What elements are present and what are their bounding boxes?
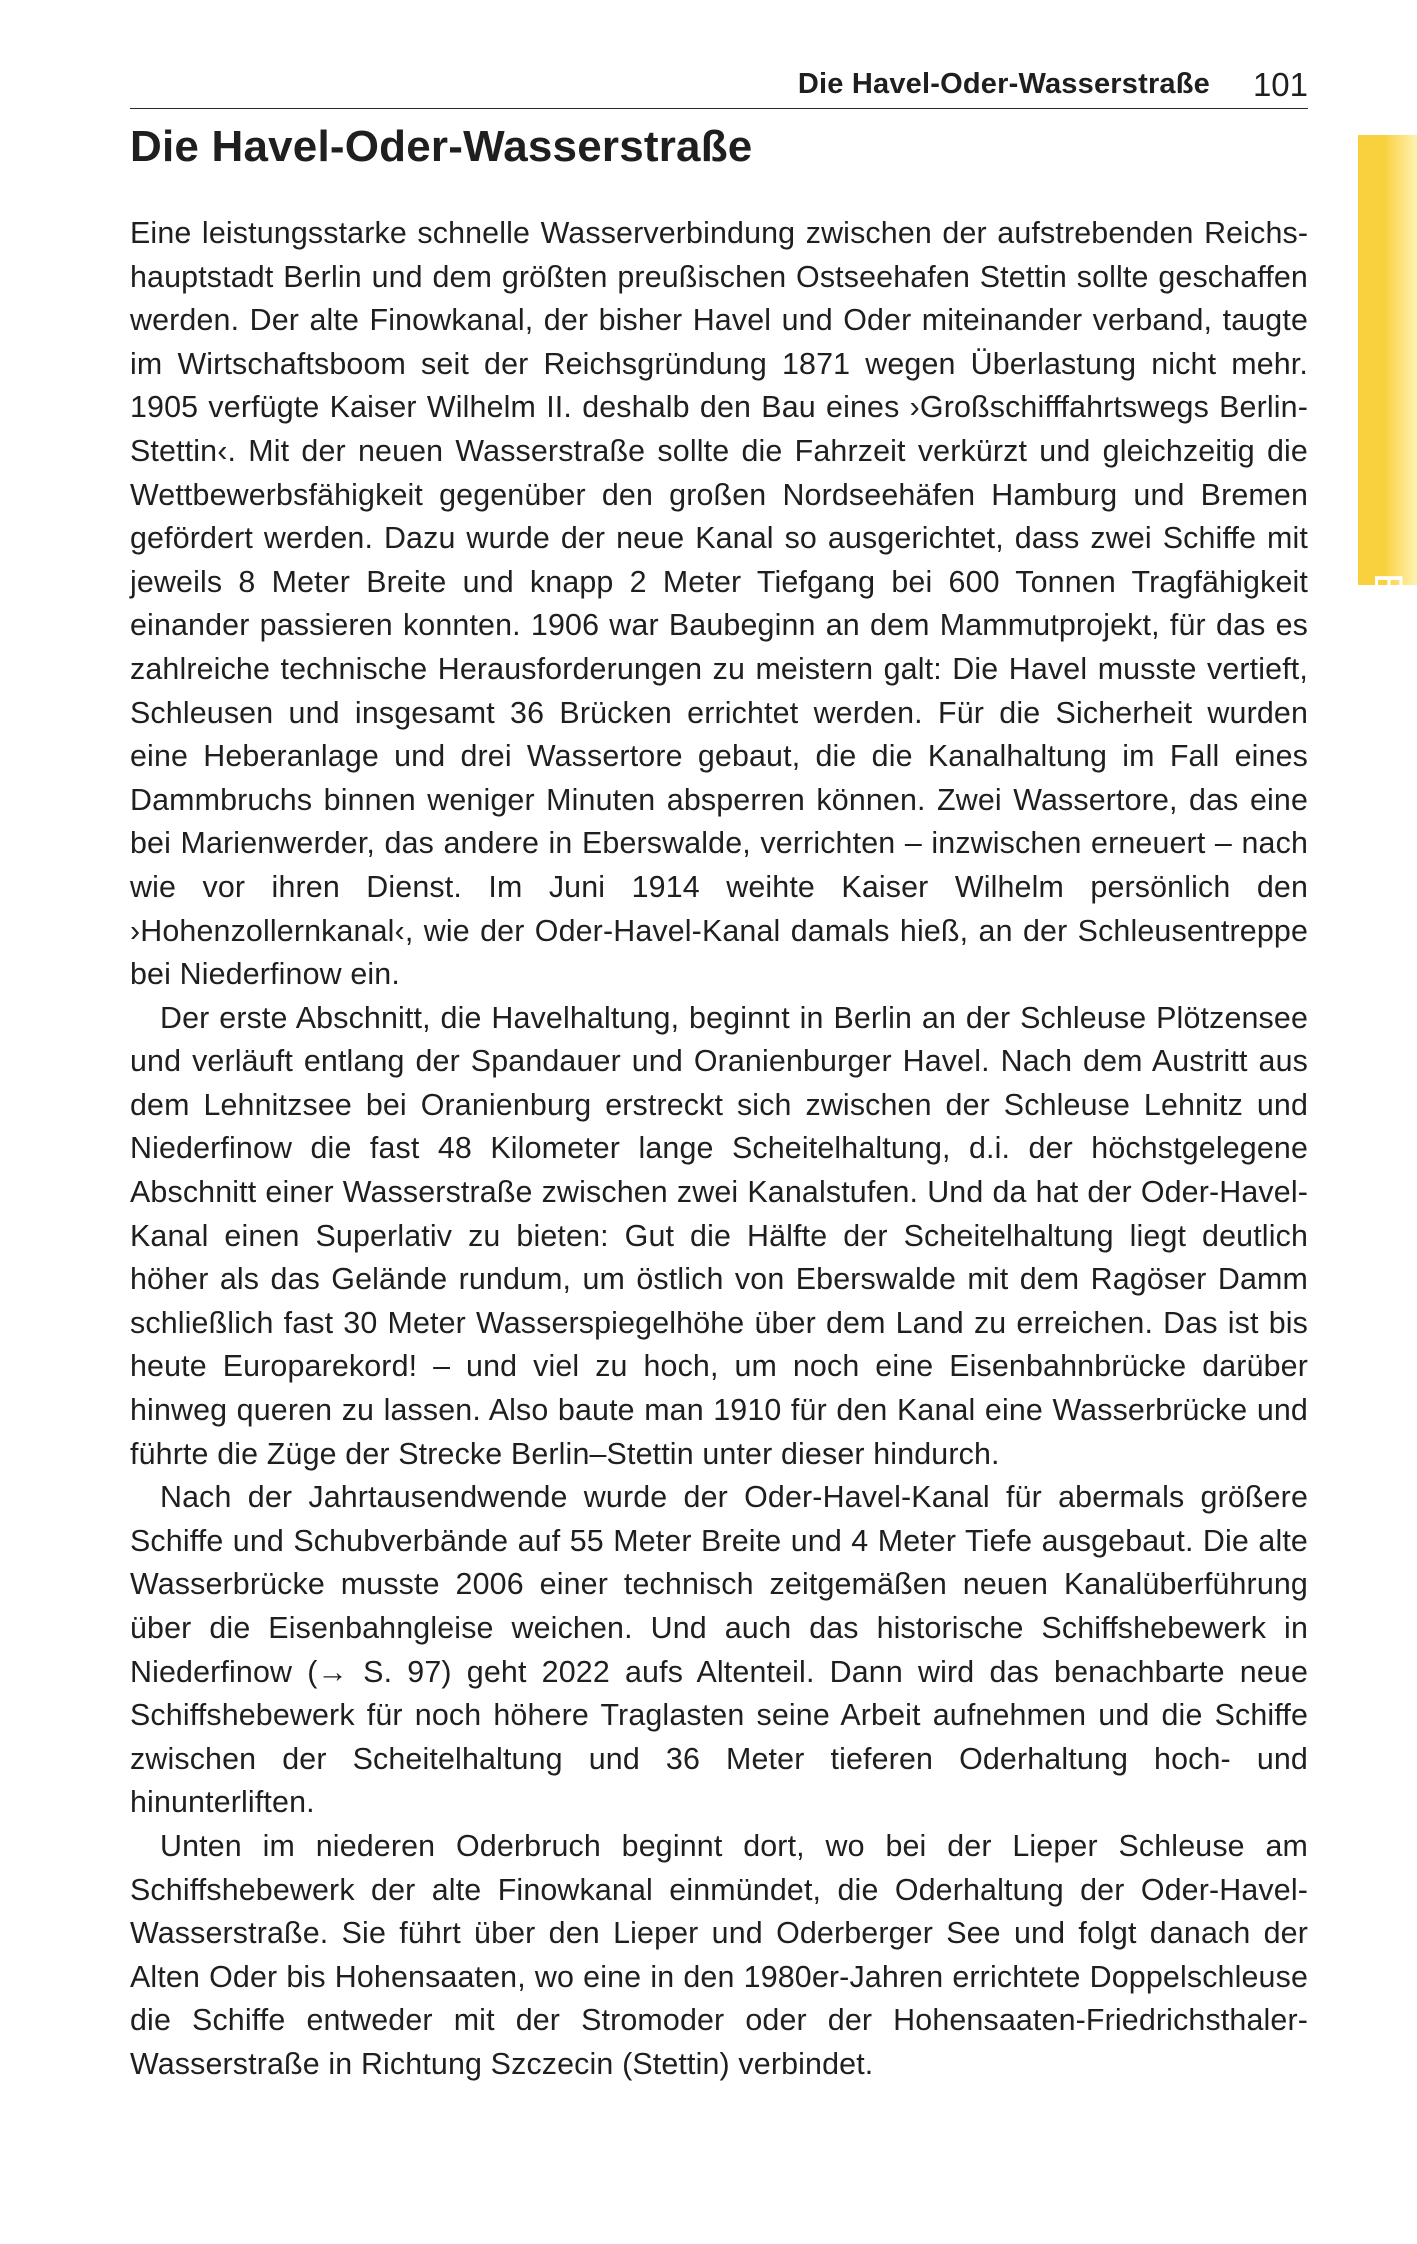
paragraph: Eine leistungsstarke schnelle Wasserverbindung zwischen der aufstrebenden Reichshauptstadt Berlin und dem größten preußischen Ostseehafen Stettin sollte geschaffen werden. Der alte Finowkanal, der bisher Havel und Oder miteinander verband, taugte im Wirtschaftsboom seit der Reichsgründung 1871 wegen Überlastung nicht mehr. 1905 verfügte Kaiser Wilhelm II. deshalb den Bau eines ›Großschifffahrtswegs Berlin-Stettin‹. Mit der neuen Wasserstraße sollte die Fahrzeit verkürzt und gleichzeitig die Wettbewerbsfähigkeit gegenüber den großen Nordseehäfen Hamburg und Bremen gefördert werden. Dazu wurde der neue Kanal so ausgerichtet, dass zwei Schiffe mit jeweils 8 Meter Breite und knapp 2 Meter Tiefgang bei 600 Tonnen Tragfähigkeit einander passieren konnten. 1906 war Baubeginn an dem Mammutprojekt, für das es zahlreiche technische Herausforderungen zu meistern galt: Die Havel musste vertieft, Schleusen und insgesamt 36 Brücken errichtet werden. Für die Sicherheit wurden eine Heberanlage und drei Wassertore gebaut, die die Kanalhaltung im Fall eines Dammbruchs binnen weniger Minuten absperren können. Zwei Wassertore, das eine bei Marienwerder, das andere in Eberswalde, verrichten – inzwischen erneuert – nach wie vor ihren Dienst. Im Juni 1914 weihte Kaiser Wilhelm persönlich den ›Hohenzollernkanal‹, wie der Oder-Havel-Kanal damals hieß, an der Schleusentreppe bei Niederfinow ein. (130, 216, 1308, 992)
paragraph: Unten im niederen Oderbruch beginnt dort, wo bei der Lieper Schleuse am Schiffshebewerk der alte Finowkanal einmündet, die Oderhaltung der Oder-Havel-Wasserstraße. Sie führt über den Lieper und Oderberger See und folgt danach der Alten Oder bis Hohensaaten, wo eine in den 1980er-Jahren errichtete Doppelschleuse die Schiffe entweder mit der Stromoder oder der Hohensaaten-Friedrichsthaler-Wasserstraße in Richtung Szczecin (Stettin) verbindet. (130, 1828, 1308, 2081)
page-number: 101 (1252, 66, 1308, 103)
running-title: Die Havel-Oder-Wasserstraße (797, 68, 1210, 100)
paragraph: Der erste Abschnitt, die Havelhaltung, beginnt in Berlin an der Schleuse Plötzensee und verläuft entlang der Spandauer und Oranienburger Havel. Nach dem Austritt aus dem Lehnitzsee bei Oranienburg erstreckt sich zwischen der Schleuse Lehnitz und Niederfinow die fast 48 Kilometer lange Scheitelhaltung, d.i. der höchstgelegene Abschnitt einer Wasserstraße zwischen zwei Kanalstufen. Und da hat der Oder-Havel-Kanal einen Superlativ zu bieten: Gut die Hälfte der Scheitelhaltung liegt deutlich höher als das Gelände rundum, um östlich von Eberswalde mit dem Ragöser Damm schließlich fast 30 Meter Wasserspiegelhöhe über dem Land zu erreichen. Das ist bis heute Europarekord! – und viel zu hoch, um noch eine Eisenbahnbrücke darüber hinweg queren zu lassen. Also baute man 1910 für den Kanal eine Wasserbrücke und führte die Züge der Strecke Berlin–Stettin unter dieser hindurch. (130, 1000, 1308, 1471)
paragraph: Nach der Jahrtausendwende wurde der Oder-Havel-Kanal für abermals größere Schiffe und Schubverbände auf 55 Meter Breite und 4 Meter Tiefe ausgebaut. Die alte Wasserbrücke musste 2006 einer technisch zeitgemäßen neuen Kanalüberführung über die Eisenbahngleise weichen. Und auch das historische Schiffshebewerk in Niederfinow (→ S. 97) geht 2022 aufs Altenteil. Dann wird das benachbarte neue Schiffshebewerk für noch höhere Traglasten seine Arbeit aufnehmen und die Schiffe zwischen der Scheitelhaltung und 36 Meter tieferen Oderhaltung hoch- und hinunterliften. (130, 1480, 1308, 1820)
article-body (130, 212, 1308, 2087)
running-header (130, 66, 1308, 109)
page-title: Die Havel-Oder-Wasserstraße (130, 122, 753, 171)
extra-section-tab: EXTRA (1358, 135, 1417, 585)
